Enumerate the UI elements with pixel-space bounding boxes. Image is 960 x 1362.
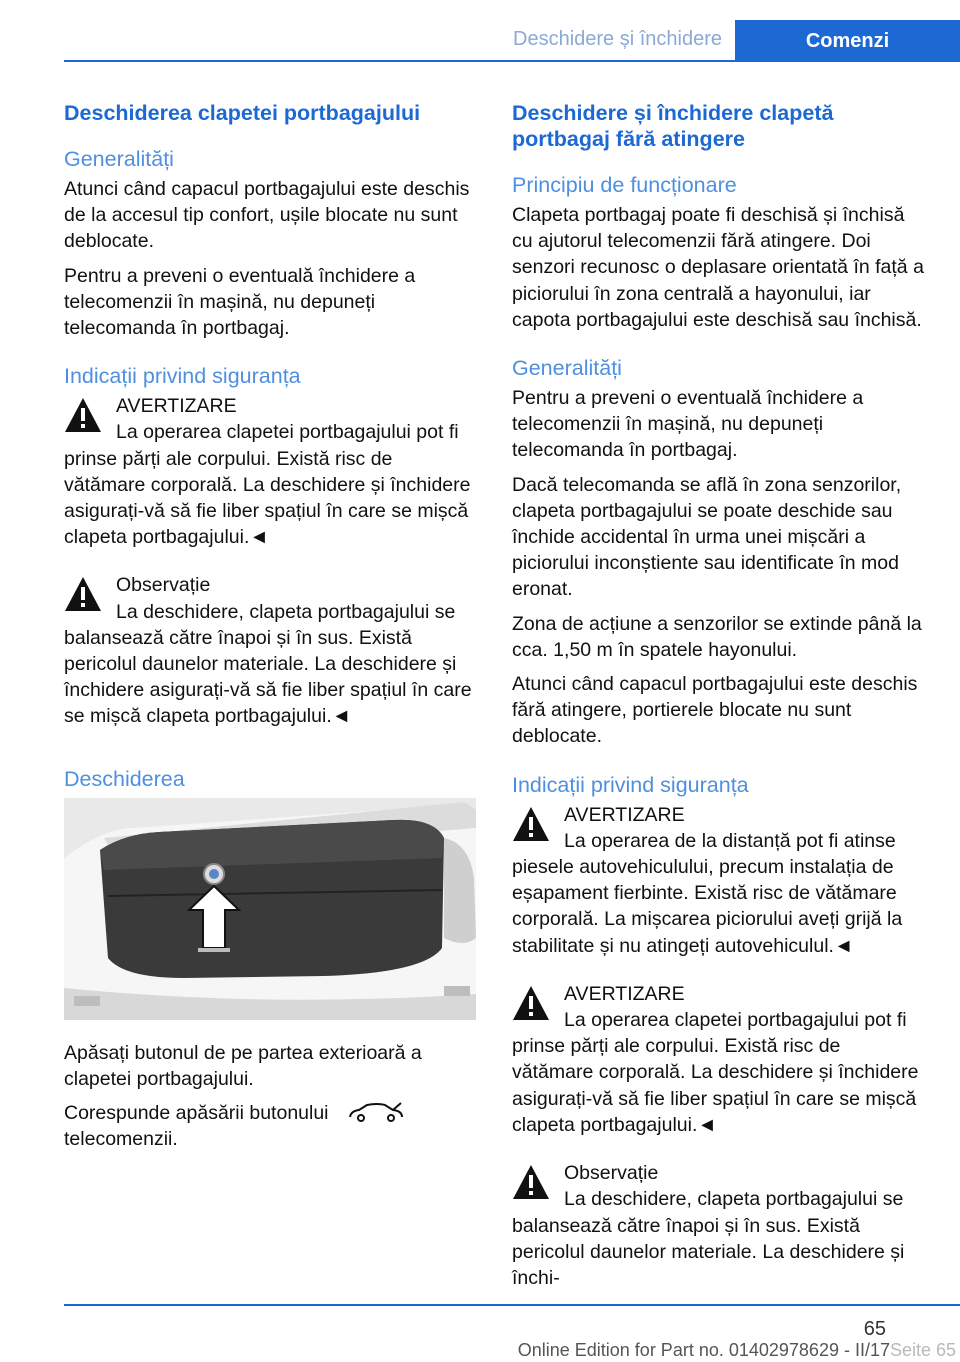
note-title: Observație (564, 1162, 659, 1185)
paragraph-with-icon (64, 1100, 476, 1152)
footer-rule (64, 1304, 960, 1306)
header-rule (64, 60, 960, 62)
right-column (512, 100, 926, 1299)
paragraph: Zona de acțiune a senzorilor se extinde până la cca. 1,50 m în spatele hayonului. (512, 612, 922, 661)
warning-text-lead: La operarea clapetei portbagajului pot fi (116, 421, 459, 444)
watermark-text: Seite 65 (889, 1340, 956, 1360)
warning-block (64, 393, 476, 550)
note-text: balansează către înapoi și în sus. Există pericolul daunelor materiale. La deschidere și închidere asigurați-vă să fie liber spațiul în care se mișcă clapeta portbagajului.◄ (64, 626, 472, 728)
section-title: Deschidere și închidere clapetă portbagaj fără atingere (512, 101, 834, 151)
paragraph-text: Corespunde apăsării butonului (64, 1102, 329, 1125)
left-column (64, 100, 476, 1160)
warning-block (512, 981, 926, 1138)
subheading-opening: Deschiderea (64, 766, 185, 791)
trunk-button-illustration (64, 798, 476, 1020)
warning-triangle-icon (512, 1164, 550, 1200)
edition-footer: Online Edition for Part no. 01402978629 - II/17 (517, 1340, 890, 1360)
subheading-function: Principiu de funcționare (512, 173, 737, 197)
page-number: 65 (863, 1318, 886, 1340)
warning-title: AVERTIZARE (564, 803, 685, 826)
note-block (512, 1160, 926, 1291)
warning-title: AVERTIZARE (564, 982, 685, 1005)
paragraph: Dacă telecomanda se află în zona senzorilor, clapeta portbagajului se poate deschide sau închide accidental în urma unei mișcări a piciorului inconștiente sau identificate în mod eronat. (512, 473, 902, 601)
warning-title: AVERTIZARE (116, 395, 237, 418)
subheading-safety: Indicații privind siguranța (512, 772, 749, 797)
warning-triangle-icon (64, 576, 102, 612)
warning-block (512, 802, 926, 959)
warning-text: prinse părți ale corpului. Există risc de vătămare corporală. La deschidere și închidere asigurați-vă să fie liber spațiul în care se mișcă clapeta portbagajului.◄ (64, 447, 471, 549)
paragraph-text: telecomenzii. (64, 1128, 178, 1151)
car-trunk-icon (347, 1101, 405, 1123)
warning-text-lead: La operarea de la distanță pot fi atinse (564, 829, 896, 852)
paragraph: Atunci când capacul portbagajului este deschis fără atingere, portierele blocate nu sunt deblocate. (512, 673, 918, 748)
note-text-lead: La deschidere, clapeta portbagajului se (116, 600, 456, 623)
header-chapter-tab[interactable]: Comenzi (735, 20, 960, 62)
note-text: balansează către înapoi și în sus. Există pericolul daunelor materiale. La deschidere și închi- (512, 1214, 905, 1289)
subheading-general: Generalități (512, 356, 622, 381)
note-text-lead: La deschidere, clapeta portbagajului se (564, 1188, 904, 1211)
section-title: Deschiderea clapetei portbagajului (64, 101, 421, 125)
subheading-general: Generalități (64, 147, 174, 171)
warning-triangle-icon (512, 806, 550, 842)
note-block (64, 572, 476, 729)
warning-triangle-icon (512, 985, 550, 1021)
subheading-safety: Indicații privind siguranța (64, 364, 301, 389)
warning-text: piesele autovehiculului, precum instalația de eșapament fierbinte. Există risc de vătămare corporală. La mișcarea piciorului aveți grijă la stabilitate și nu atingeți autovehiculul.◄ (512, 856, 903, 957)
paragraph: Atunci când capacul portbagajului este deschis de la accesul tip confort, ușile blocate nu sunt deblocate. (64, 178, 470, 253)
paragraph: Apăsați butonul de pe partea exterioară a clapetei portbagajului. (64, 1041, 422, 1090)
warning-text-lead: La operarea clapetei portbagajului pot fi (564, 1009, 907, 1032)
paragraph: Clapeta portbagaj poate fi deschisă și închisă cu ajutorul telecomenzii fără atingere. Doi senzori recunosc o deplasare orientată în față a piciorului în zona centrală a hayonului, iar capota portbagajului este deschisă sau închisă. (512, 204, 924, 331)
note-title: Observație (116, 574, 211, 597)
header-section-title: Deschidere și închidere (513, 28, 722, 50)
paragraph: Pentru a preveni o eventuală închidere a telecomenzii în mașină, nu depuneți telecomanda în portbagaj. (64, 264, 416, 340)
paragraph: Pentru a preveni o eventuală închidere a telecomenzii în mașină, nu depuneți telecomanda în portbagaj. (512, 387, 864, 462)
warning-text: prinse părți ale corpului. Există risc de vătămare corporală. La deschidere și închidere asigurați-vă să fie liber spațiul în care se mișcă clapeta portbagajului.◄ (512, 1035, 919, 1136)
warning-triangle-icon (64, 397, 102, 433)
